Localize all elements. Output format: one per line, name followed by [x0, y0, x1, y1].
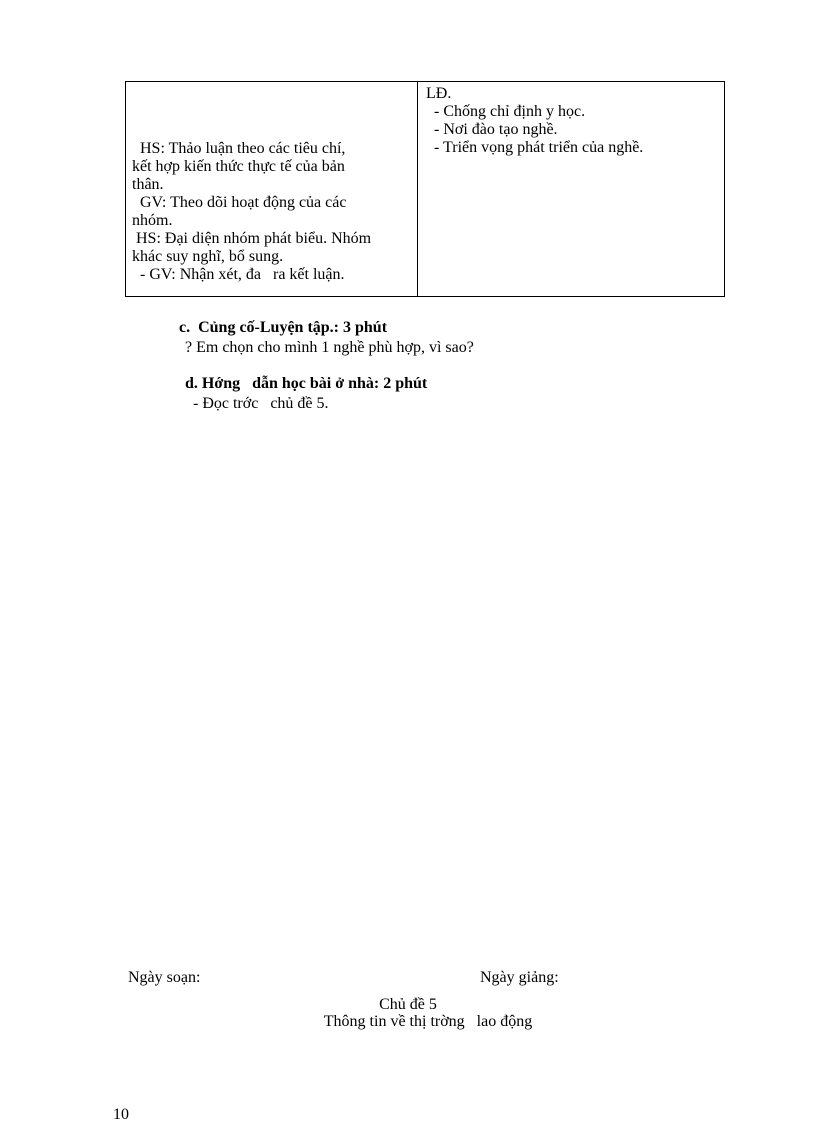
topic-title: Chủ đề 5: [379, 996, 437, 1013]
content-line: - Triển vọng phát triển của nghề.: [426, 139, 644, 156]
content-line: - Nơi đào tạo nghề.: [426, 121, 558, 138]
section-c-heading: c. Củng cố-Luyện tập.: 3 phút: [179, 319, 388, 336]
activity-line: - GV: Nhận xét, đa ra kết luận.: [132, 266, 345, 283]
content-line: LĐ.: [426, 85, 452, 102]
activity-line: HS: Thảo luận theo các tiêu chí,: [132, 140, 346, 157]
activity-line: kết hợp kiến thức thực tế của bản: [132, 158, 345, 175]
section-d-heading: d. Hớng dẫn học bài ở nhà: 2 phút: [185, 375, 428, 392]
activity-line: nhóm.: [132, 212, 173, 229]
content-cell: [426, 85, 721, 157]
activity-line: HS: Đại diện nhóm phát biểu. Nhóm: [132, 230, 372, 247]
date-prepared-label: Ngày soạn:: [128, 969, 201, 986]
topic-subtitle: Thông tin về thị trờng lao động: [323, 1013, 533, 1030]
page-number: 10: [113, 1106, 129, 1123]
lesson-table: [125, 81, 725, 297]
section-d-body: - Đọc trớc chủ đề 5.: [193, 395, 329, 412]
column-divider: [417, 82, 418, 296]
content-line: - Chống chỉ định y học.: [426, 103, 586, 120]
date-taught-label: Ngày giảng:: [480, 969, 559, 986]
section-c-body: ? Em chọn cho mình 1 nghề phù hợp, vì sao?: [185, 339, 474, 356]
activity-line: GV: Theo dõi hoạt động của các: [132, 194, 347, 211]
activity-line: khác suy nghĩ, bổ sung.: [132, 248, 284, 265]
activity-line: thân.: [132, 176, 164, 193]
activities-cell: [132, 140, 416, 284]
